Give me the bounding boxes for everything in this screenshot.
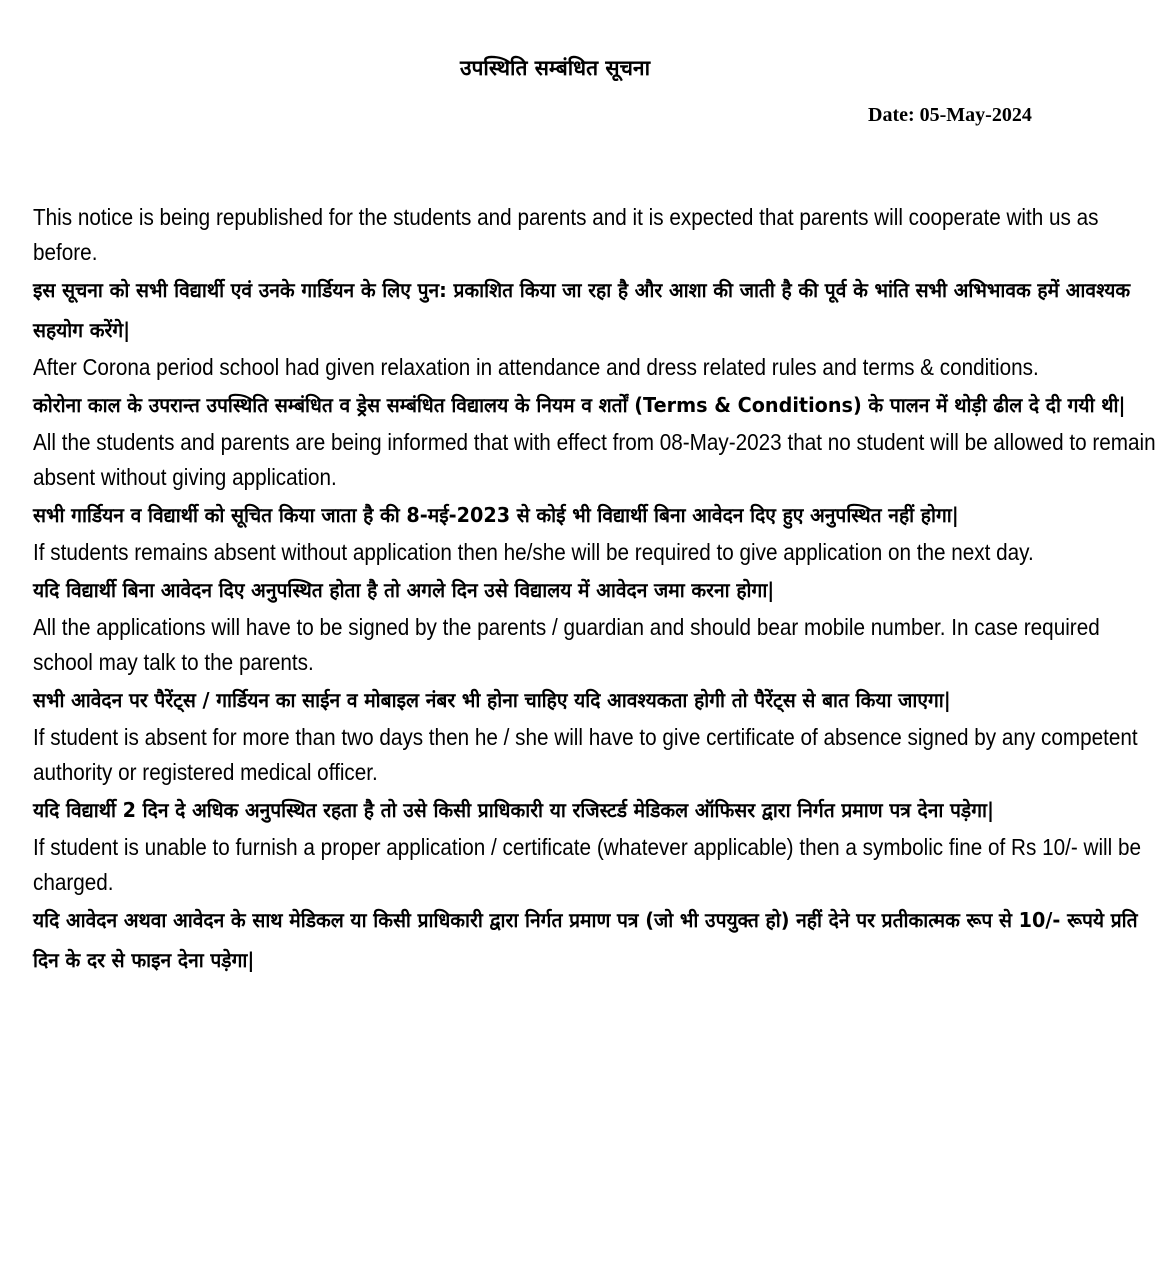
notice-paragraph — [33, 425, 1158, 535]
hindi-text: यदि विद्यार्थी बिना आवेदन दिए अनुपस्थित होता है तो अगले दिन उसे विद्यालय में आवेदन जमा करना होगा| — [33, 578, 775, 602]
english-text: If student is absent for more than two days then he / she will have to give certificate of absence signed by any competent authority or registered medical officer. — [33, 724, 1138, 785]
hindi-text: सभी गार्डियन व विद्यार्थी को सूचित किया जाता है की 8-मई-2023 से कोई भी विद्यार्थी बिना आवेदन दिए हुए अनुपस्थित नहीं होगा| — [33, 503, 959, 527]
notice-title: उपस्थिति सम्बंधित सूचना — [459, 56, 651, 80]
english-text: All the applications will have to be signed by the parents / guardian and should bear mobile number. In case required school may talk to the parents. — [33, 614, 1100, 675]
notice-body — [33, 200, 1158, 980]
english-text: This notice is being republished for the students and parents and it is expected that parents will cooperate with us as before. — [33, 204, 1099, 265]
notice-paragraph — [33, 535, 1158, 610]
hindi-text: यदि विद्यार्थी 2 दिन दे अधिक अनुपस्थित रहता है तो उसे किसी प्राधिकारी या रजिस्टर्ड मेडिकल ऑफिसर द्वारा निर्गत प्रमाण पत्र देना पड़ेगा| — [33, 798, 994, 822]
english-text: After Corona period school had given relaxation in attendance and dress related rules and terms & conditions. — [33, 354, 1039, 380]
hindi-text: सभी आवेदन पर पैरेंट्स / गार्डियन का साईन व मोबाइल नंबर भी होना चाहिए यदि आवश्यकता होगी तो पैरेंट्स से बात किया जाएगा| — [33, 688, 951, 712]
notice-paragraph — [33, 200, 1158, 350]
english-text: All the students and parents are being informed that with effect from 08-May-2023 that no student will be allowed to remain absent without giving application. — [33, 429, 1156, 490]
notice-paragraph — [33, 350, 1158, 425]
english-text: If students remains absent without application then he/she will be required to give application on the next day. — [33, 539, 1034, 565]
hindi-text: कोरोना काल के उपरान्त उपस्थिति सम्बंधित व ड्रेस सम्बंधित विद्यालय के नियम व शर्तों (Terms & Conditions) के पालन में थोड़ी ढील दे दी गयी थी| — [33, 393, 1126, 417]
notice-paragraph — [33, 830, 1158, 980]
notice-date: Date: 05-May-2024 — [868, 104, 1032, 126]
hindi-text: इस सूचना को सभी विद्यार्थी एवं उनके गार्डियन के लिए पुन: प्रकाशित किया जा रहा है और आशा की जाती है की पूर्व के भांति सभी अभिभावक हमें आवश्यक सहयोग करेंगे| — [33, 278, 1131, 342]
hindi-text: यदि आवेदन अथवा आवेदन के साथ मेडिकल या किसी प्राधिकारी द्वारा निर्गत प्रमाण पत्र (जो भी उपयुक्त हो) नहीं देने पर प्रतीकात्मक रूप से 10/- रूपये प्रति दिन के दर से फाइन देना पड़ेगा| — [33, 908, 1138, 972]
notice-paragraph — [33, 720, 1158, 830]
notice-paragraph — [33, 610, 1158, 720]
english-text: If student is unable to furnish a proper application / certificate (whatever applicable) then a symbolic fine of Rs 10/- will be charged. — [33, 834, 1142, 895]
